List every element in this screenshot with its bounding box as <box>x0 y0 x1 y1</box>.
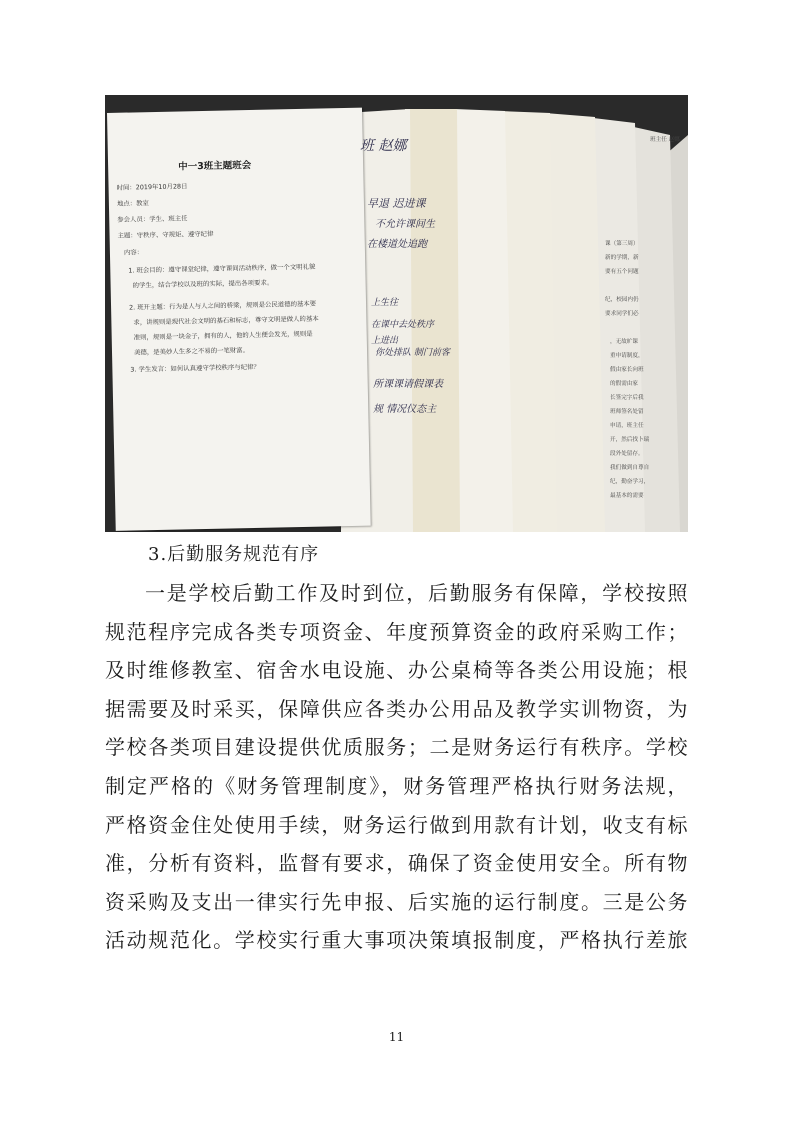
sheet-line: 要有五个问题 <box>605 269 639 275</box>
sheet-line: 我们做到自尊自 <box>610 465 650 471</box>
paragraph-line: 准，分析有资料，监督有要求，确保了资金使用安全。所有物 <box>105 851 688 876</box>
sheet-line: 地点：教室 <box>116 199 149 208</box>
sheet-line: 美德，是美妙人生多之不易的一笔财富。 <box>133 346 250 357</box>
paragraph-line: 活动规范化。学校实行重大事项决策填报制度，严格执行差旅 <box>105 928 688 953</box>
sheet-title: 中一3班主题班会 <box>178 159 252 173</box>
sheet-line: 1. 班会目的：遵守课堂纪律，遵守课间活动秩序，做一个文明礼貌 <box>128 262 316 275</box>
sheet-line: 开，然后找卜瑞 <box>610 437 650 443</box>
paragraph-line: 一是学校后勤工作及时到位，后勤服务有保障，学校按照 <box>145 581 688 605</box>
sheet-line: 新的学期，新 <box>605 255 639 261</box>
sheet-line: 假由家长向班 <box>610 367 644 373</box>
sheet-line: 班师签名处留 <box>610 409 644 415</box>
sheet-line: 段外处留存。 <box>610 451 644 457</box>
handwritten-note: 在课中去处秩序 <box>371 320 435 330</box>
sheet-line: 纪，勤奋学习， <box>610 479 650 485</box>
handwritten-note: 所课课请假课表 <box>373 379 443 390</box>
sheet-line: 内容： <box>123 248 144 257</box>
paragraph-line: 严格资金住处使用手续，财务运行做到用款有计划，收支有标 <box>105 812 688 837</box>
section-heading: 3.后勤服务规范有序 <box>148 544 320 565</box>
paragraph-line: 据需要及时采买，保障供应各类办公用品及教学实训物资，为 <box>105 696 688 721</box>
handwritten-note: 在楼道处追跑 <box>367 239 427 250</box>
sheet-line: 课（第三周） <box>605 241 639 247</box>
body-paragraph <box>105 574 688 960</box>
sheet-line: 重申请制度， <box>610 353 644 359</box>
handwritten-note: 不允许课间生 <box>375 219 435 230</box>
sheet-line: 的学生，结合学校以及班的实际，提出各项要求。 <box>132 278 274 290</box>
sheet-line: 长签完字后我 <box>610 395 644 401</box>
paragraph-line: 学校各类项目建设提供优质服务；二是财务运行有秩序。学校 <box>105 735 688 760</box>
sheet-line: 的假需由家 <box>610 381 638 387</box>
handwritten-note: 早退 迟进课 <box>367 197 426 210</box>
sheet-line: 求，讲规则是现代社会文明的基石和标志，尊守文明是做人的基本 <box>133 314 319 327</box>
sheet-line: 2. 班开主题：行为是人与人之间的桥梁，规则是公民道德的基本要 <box>128 299 317 312</box>
sheet-line: 3. 学生发言：如何认真遵守学校秩序与纪律？ <box>130 362 260 374</box>
handwritten-note: 上进出 <box>371 336 399 346</box>
sheet-line: 时间：2019年10月28日 <box>116 182 188 192</box>
paragraph-line: 资采购及支出一律实行先申报、后实施的运行制度。三是公务 <box>105 889 688 914</box>
handwritten-note: 规 情况仪态主 <box>373 404 437 415</box>
handwritten-note: 你处排队 制门前客 <box>375 348 450 358</box>
sheet-line: 参会人员：学生、班主任 <box>117 214 188 224</box>
sheet-line: 主题：守秩序、守规矩、遵守纪律 <box>117 229 214 240</box>
paragraph-line: 制定严格的《财务管理制度》，财务管理严格执行财务法规， <box>105 773 688 798</box>
paragraph-line: 及时维修教室、宿舍水电设施、办公桌椅等各类公用设施；根 <box>105 658 688 683</box>
sheet-line: 申请，班主任 <box>610 423 644 429</box>
page-number: 11 <box>388 1030 405 1044</box>
handwritten-note: 上生往 <box>371 298 399 308</box>
sheet-line: 要求同学们必 <box>605 311 639 317</box>
sheet-line: ，无故旷课 <box>610 339 638 345</box>
sheet-line: 纪，校园内仍 <box>605 297 639 303</box>
handwritten-note: 班 赵娜 <box>360 138 407 154</box>
sheet-line: 准则，规则是一块金子，拥有的人，他的人生便会发光，规则是 <box>133 329 313 342</box>
sheet-corner-note: 班主任 赵娜 <box>650 137 680 143</box>
paragraph-line: 规范程序完成各类专项资金、年度预算资金的政府采购工作； <box>105 619 688 644</box>
document-photo <box>105 95 688 532</box>
sheet-line: 最基本的需要 <box>610 493 644 499</box>
class-meeting-sheet <box>107 108 371 531</box>
